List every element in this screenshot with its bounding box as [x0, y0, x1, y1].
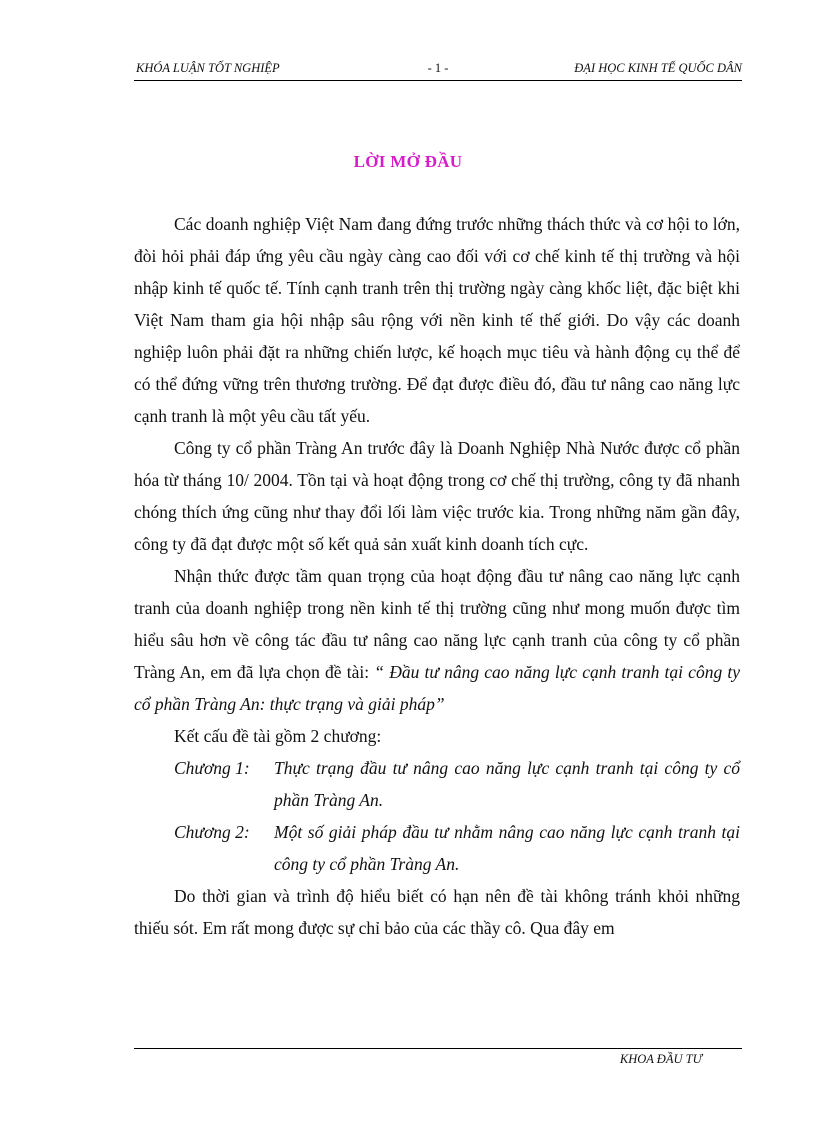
page-number: - 1 -	[427, 61, 449, 75]
header-left: KHÓA LUẬN TỐT NGHIỆP	[136, 61, 280, 75]
page-footer	[134, 1048, 742, 1073]
paragraph-2: Công ty cổ phần Tràng An trước đây là Doanh Nghiệp Nhà Nước được cổ phần hóa từ tháng 10/ 2004. Tồn tại và hoạt động trong cơ chế thị trường, công ty đã nhanh chóng thích ứng cũng như thay đổi lối làm việc trước kia. Trong những năm gần đây, công ty đã đạt được một số kết quả sản xuất kinh doanh tích cực.	[134, 438, 740, 554]
structure-intro: Kết cấu đề tài gồm 2 chương:	[174, 726, 382, 746]
thesis-topic: “ Đầu tư nâng cao năng lực cạnh tranh tại công ty cổ phần Tràng An: thực trạng và giải pháp”	[134, 662, 740, 714]
paragraph-1: Các doanh nghiệp Việt Nam đang đứng trước những thách thức và cơ hội to lớn, đòi hỏi phải đáp ứng yêu cầu ngày càng cao đối với cơ chế kinh tế thị trường và hội nhập kinh tế quốc tế. Tính cạnh tranh trên thị trường ngày càng khốc liệt, đặc biệt khi Việt Nam tham gia hội nhập sâu rộng với nền kinh tế thế giới. Do vậy các doanh nghiệp luôn phải đặt ra những chiến lược, kế hoạch mục tiêu và hành động cụ thể để có thể đứng vững trên thương trường. Để đạt được điều đó, đầu tư nâng cao năng lực cạnh tranh là một yêu cầu tất yếu.	[134, 214, 740, 426]
paragraph-last: Do thời gian và trình độ hiểu biết có hạn nên đề tài không tránh khỏi những thiếu sót. Em rất mong được sự chỉ bảo của các thầy cô. Qua đây em	[134, 886, 740, 938]
chapter-item	[134, 752, 740, 816]
header-right: ĐẠI HỌC KINH TẾ QUỐC DÂN	[574, 61, 742, 75]
paragraph-3-text: Nhận thức được tầm quan trọng của hoạt động đầu tư nâng cao năng lực cạnh tranh của doanh nghiệp trong nền kinh tế thị trường cũng như mong muốn được tìm hiểu sâu hơn về công tác đầu tư nâng cao năng lực cạnh tranh của công ty cổ phần Tràng An, em đã lựa chọn đề tài:	[134, 566, 740, 682]
paragraph-3	[134, 560, 740, 720]
chapter-label: Chương 2:	[174, 822, 250, 842]
document-body	[134, 208, 740, 944]
page-header	[134, 58, 742, 81]
chapter-text: Thực trạng đầu tư nâng cao năng lực cạnh tranh tại công ty cổ phần Tràng An.	[274, 758, 740, 810]
chapter-text: Một số giải pháp đầu tư nhằm nâng cao năng lực cạnh tranh tại công ty cổ phần Tràng An.	[274, 822, 740, 874]
chapter-item	[134, 816, 740, 880]
footer-right: KHOA ĐẦU TƯ	[619, 1052, 702, 1066]
chapter-label: Chương 1:	[174, 758, 250, 778]
page-title: LỜI MỞ ĐẦU	[353, 152, 463, 171]
